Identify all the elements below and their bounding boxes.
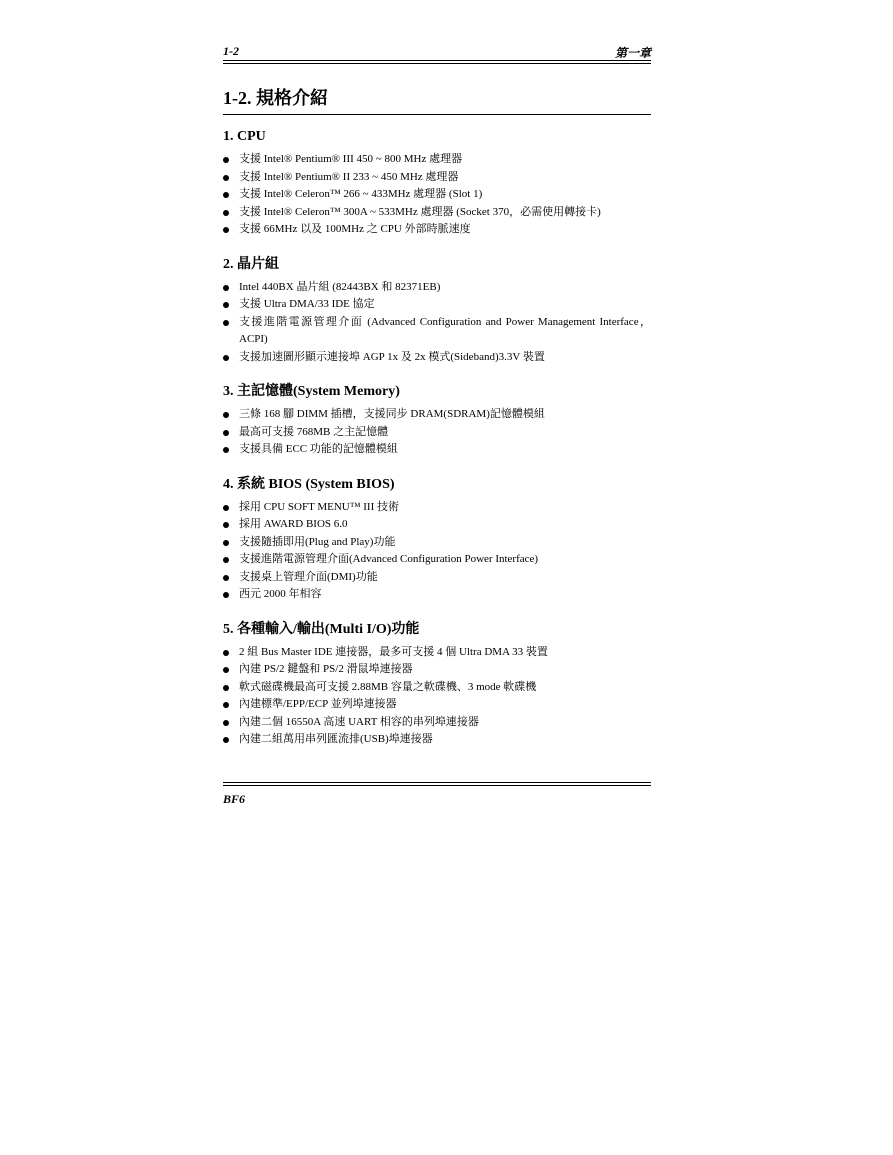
bullet-icon [223,320,229,326]
bullet-icon [223,505,229,511]
list-item [223,186,651,204]
footer-rule [223,782,651,786]
bullet-icon [223,192,229,198]
spec-list [223,644,651,749]
bullet-icon [223,702,229,708]
list-item-text: 軟式磁碟機最高可支援 2.88MB 容量之軟碟機、3 mode 軟碟機 [239,680,537,693]
list-item [223,314,651,349]
list-item [223,586,651,604]
bullet-icon [223,227,229,233]
list-item [223,406,651,424]
bullet-icon [223,285,229,291]
list-item-text: Intel 440BX 晶片組 (82443BX 和 82371EB) [239,280,441,293]
list-item [223,731,651,749]
bullet-icon [223,522,229,528]
list-item-text: 支援加速圖形顯示連接埠 AGP 1x 及 2x 模式(Sideband)3.3V 裝置 [239,350,545,363]
section-heading: 3. 主記憶體(System Memory) [223,384,400,399]
bullet-icon [223,685,229,691]
spec-list [223,279,651,367]
spec-list [223,151,651,239]
list-item-text: 西元 2000 年相容 [239,588,322,600]
section-heading: 4. 系統 BIOS (System BIOS) [223,476,395,492]
list-item [223,644,651,662]
list-item [223,441,651,459]
list-item [223,696,651,714]
spec-list [223,406,651,459]
section-heading: 2. 晶片組 [223,256,279,272]
list-item [223,204,651,222]
list-item-text: 內建 PS/2 鍵盤和 PS/2 滑鼠埠連接器 [239,663,413,675]
list-item-text: 支援 Intel® Celeron™ 300A ~ 533MHz 處理器 (Socket 370，必需使用轉接卡) [239,205,601,218]
list-item-text: 支援 Intel® Pentium® II 233 ~ 450 MHz 處理器 [239,170,459,183]
bullet-icon [223,650,229,656]
list-item [223,424,651,442]
section-heading: 1. CPU [223,129,266,144]
list-item-text: 支援 66MHz 以及 100MHz 之 CPU 外部時脈速度 [239,223,471,235]
list-item-text: 三條 168 腳 DIMM 插槽，支援同步 DRAM(SDRAM)記憶體模組 [239,408,545,420]
bullet-icon [223,412,229,418]
list-item-text: 支援 Intel® Celeron™ 266 ~ 433MHz 處理器 (Slot 1) [239,188,483,200]
list-item-text: 內建二個 16550A 高速 UART 相容的串列埠連接器 [239,715,479,728]
list-item-text: 內建標準/EPP/ECP 並列埠連接器 [239,698,397,710]
list-item-text: 內建二組萬用串列匯流排(USB)埠連接器 [239,733,433,745]
page-title: 1-2. 規格介紹 [223,84,651,115]
list-item-text: 支援 Ultra DMA/33 IDE 協定 [239,298,375,310]
list-item-text: 最高可支援 768MB 之主記憶體 [239,425,389,438]
list-item-text: 支援桌上管理介面(DMI)功能 [239,570,378,583]
bullet-icon [223,210,229,216]
bullet-icon [223,557,229,563]
bullet-icon [223,302,229,308]
footer-model: BF6 [223,792,246,806]
list-item [223,679,651,697]
list-item [223,569,651,587]
bullet-icon [223,592,229,598]
list-item [223,714,651,732]
bullet-icon [223,720,229,726]
chapter-label: 第一章 [614,46,651,60]
list-item-text: 支援進階電源管理介面(Advanced Configuration Power Interface) [239,553,539,565]
list-item [223,169,651,187]
list-item-text: 支援 Intel® Pentium® III 450 ~ 800 MHz 處理器 [239,153,463,165]
list-item-text: 支援進階電源管理介面 (Advanced Configuration and Power Management Interface，ACPI) [239,315,651,345]
bullet-icon [223,575,229,581]
bullet-icon [223,430,229,436]
bullet-icon [223,355,229,361]
list-item-text: 支援具備 ECC 功能的記憶體模組 [239,443,398,455]
header-rule [223,60,651,64]
list-item [223,499,651,517]
bullet-icon [223,157,229,163]
page-header [223,40,651,60]
list-item [223,516,651,534]
list-item [223,221,651,239]
spec-sections [223,129,651,749]
bullet-icon [223,737,229,743]
bullet-icon [223,667,229,673]
list-item [223,551,651,569]
list-item-text: 支援隨插即用(Plug and Play)功能 [239,535,396,548]
list-item [223,534,651,552]
list-item [223,279,651,297]
spec-list [223,499,651,604]
list-item [223,151,651,169]
list-item-text: 採用 AWARD BIOS 6.0 [239,518,348,530]
list-item [223,296,651,314]
list-item-text: 2 組 Bus Master IDE 連接器，最多可支援 4 個 Ultra DMA 33 裝置 [239,645,548,658]
document-page [223,40,651,749]
list-item-text: 採用 CPU SOFT MENU™ III 技術 [239,500,400,513]
bullet-icon [223,540,229,546]
list-item [223,349,651,367]
section-heading: 5. 各種輸入/輸出(Multi I/O)功能 [223,621,420,637]
page-footer [223,782,651,807]
list-item [223,661,651,679]
page-number: 1-2 [223,44,239,58]
bullet-icon [223,447,229,453]
bullet-icon [223,175,229,181]
